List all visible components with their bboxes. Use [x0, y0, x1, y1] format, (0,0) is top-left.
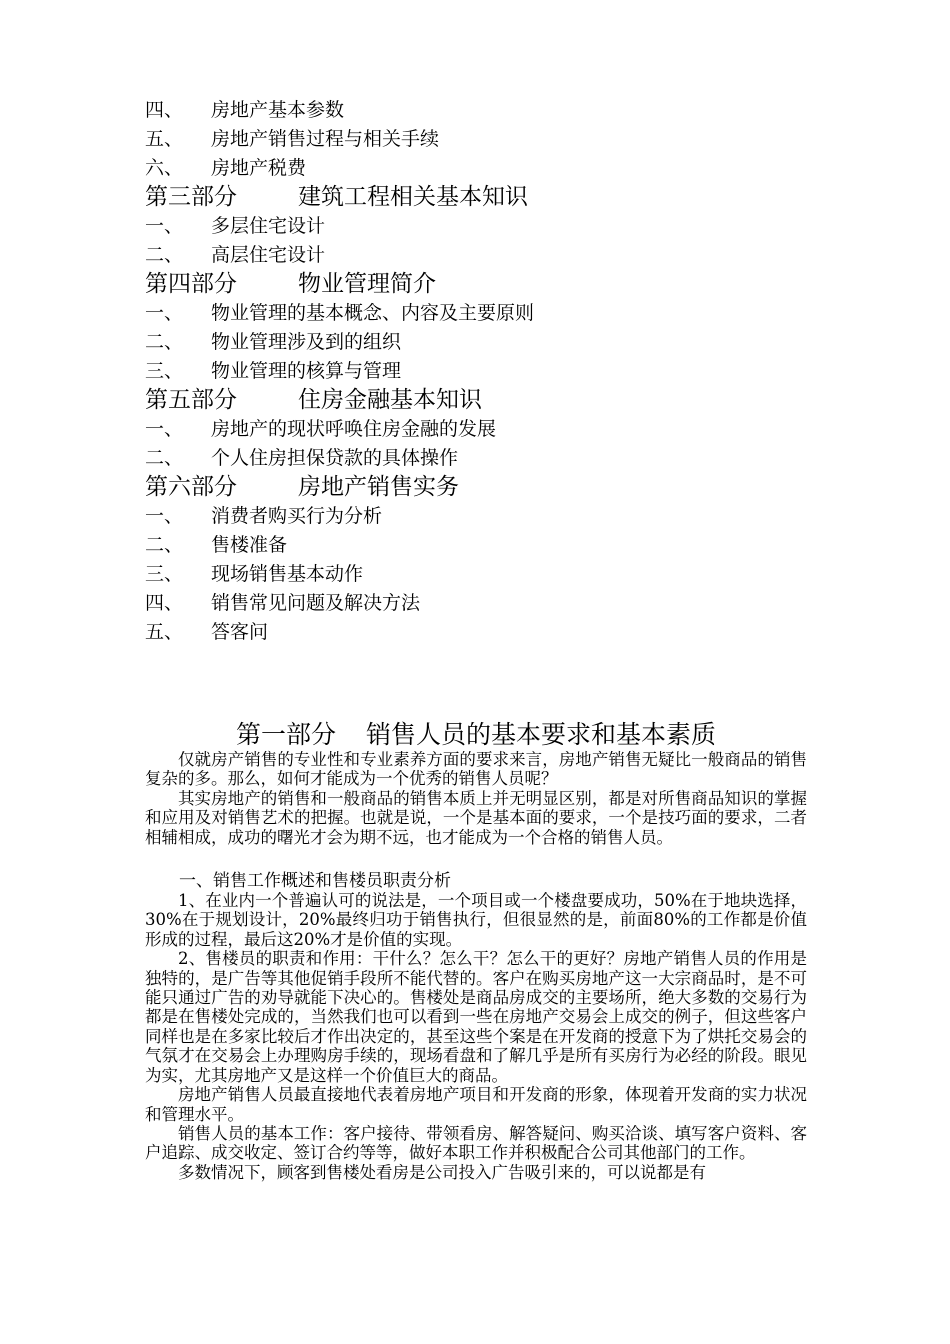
toc-item-text: 房地产基本参数 [211, 99, 345, 121]
toc-item [145, 125, 845, 154]
toc-item-text: 物业管理的基本概念、内容及主要原则 [211, 302, 535, 324]
toc-item [145, 502, 845, 531]
toc-part-title: 建筑工程相关基本知识 [298, 184, 528, 210]
toc-part-number: 第五部分 [145, 387, 237, 413]
toc-part-title: 物业管理简介 [298, 271, 436, 297]
section-title [145, 720, 807, 750]
toc-item-number: 二、 [145, 244, 184, 266]
body-paragraph: 多数情况下，顾客到售楼处看房是公司投入广告吸引来的，可以说都是有 [178, 1162, 706, 1182]
intro-paragraph: 仅就房产销售的专业性和专业素养方面的要求来言，房地产销售无疑比一般商品的销售复杂的多。那么，如何才能成为一个优秀的销售人员呢？ [145, 750, 807, 789]
toc-item [145, 589, 845, 618]
toc-item [145, 415, 845, 444]
toc-item-text: 房地产税费 [211, 157, 307, 179]
toc-item-number: 六、 [145, 157, 184, 179]
toc-item-text: 高层住宅设计 [211, 244, 326, 266]
toc-item [145, 531, 845, 560]
toc-item-text: 消费者购买行为分析 [211, 505, 383, 527]
toc-part-number: 第六部分 [145, 474, 237, 500]
body-paragraph: 1、在业内一个普遍认可的说法是，一个项目或一个楼盘要成功，50%在于地块选择，30%在于规划设计，20%最终归功于销售执行，但很显然的是，前面80%的工作都是价值形成的过程，最后这20%才是价值的实现。 [145, 891, 807, 949]
table-of-contents [145, 96, 845, 647]
toc-item-number: 二、 [145, 534, 184, 556]
toc-item-text: 物业管理涉及到的组织 [211, 331, 402, 353]
toc-item-text: 现场销售基本动作 [211, 563, 364, 585]
toc-item-text: 个人住房担保贷款的具体操作 [211, 447, 459, 469]
toc-item-text: 答客问 [211, 621, 269, 643]
toc-item [145, 618, 845, 647]
toc-part-heading [145, 183, 845, 212]
toc-item [145, 357, 845, 386]
toc-item-number: 四、 [145, 592, 184, 614]
subsection-heading: 一、销售工作概述和售楼员职责分析 [179, 871, 451, 892]
toc-item [145, 241, 845, 270]
section-title-number: 第一部分 [235, 720, 336, 749]
toc-item-number: 二、 [145, 447, 184, 469]
toc-item-number: 四、 [145, 99, 184, 121]
toc-item-text: 售楼准备 [211, 534, 288, 556]
section-part-one [145, 720, 807, 1182]
toc-item-text: 物业管理的核算与管理 [211, 360, 402, 382]
toc-part-heading [145, 473, 845, 502]
toc-item-number: 一、 [145, 302, 184, 324]
body-paragraph: 销售人员的基本工作：客户接待、带领看房、解答疑问、购买洽谈、填写客户资料、客户追踪、成交收定、签订合约等等，做好本职工作并积极配合公司其他部门的工作。 [145, 1123, 807, 1163]
toc-item [145, 212, 845, 241]
section-title-text: 销售人员的基本要求和基本素质 [366, 720, 717, 749]
intro-paragraph: 其实房地产的销售和一般商品的销售本质上并无明显区别，都是对所售商品知识的掌握和应用及对销售艺术的把握。也就是说，一个是基本面的要求，一个是技巧面的要求，二者相辅相成，成功的曙光才会为期不远，也才能成为一个合格的销售人员。 [145, 788, 807, 847]
toc-item-number: 五、 [145, 128, 184, 150]
toc-item-number: 二、 [145, 331, 184, 353]
toc-item [145, 444, 845, 473]
toc-item [145, 154, 845, 183]
body-paragraph: 2、售楼员的职责和作用：干什么？怎么干？怎么干的更好？房地产销售人员的作用是独特的，是广告等其他促销手段所不能代替的。客户在购买房地产这一大宗商品时，是不可能只通过广告的劝导就能下决心的。售楼处是商品房成交的主要场所，绝大多数的交易行为都是在售楼处完成的，当然我们也可以看到一些在房地产交易会上成交的例子，但这些客户同样也是在多家比较后才作出决定的，甚至这些个案是在开发商的授意下为了烘托交易会的气氛才在交易会上办理购房手续的，现场看盘和了解几乎是所有买房行为必经的阶段。眼见为实，尤其房地产又是这样一个价值巨大的商品。 [145, 949, 807, 1085]
toc-part-title: 住房金融基本知识 [298, 387, 482, 413]
toc-item-number: 五、 [145, 621, 184, 643]
toc-item-number: 三、 [145, 563, 184, 585]
toc-item [145, 560, 845, 589]
toc-item-text: 房地产的现状呼唤住房金融的发展 [211, 418, 497, 440]
toc-item-number: 一、 [145, 505, 184, 527]
toc-part-heading [145, 386, 845, 415]
toc-item-number: 一、 [145, 215, 184, 237]
toc-item-number: 一、 [145, 418, 184, 440]
toc-item-text: 房地产销售过程与相关手续 [211, 128, 440, 150]
toc-item [145, 299, 845, 328]
toc-item-text: 多层住宅设计 [211, 215, 326, 237]
toc-part-number: 第三部分 [145, 184, 237, 210]
toc-item-number: 三、 [145, 360, 184, 382]
toc-item-text: 销售常见问题及解决方法 [211, 592, 421, 614]
body-paragraph: 房地产销售人员最直接地代表着房地产项目和开发商的形象，体现着开发商的实力状况和管理水平。 [145, 1085, 807, 1124]
toc-item [145, 96, 845, 125]
toc-part-number: 第四部分 [145, 271, 237, 297]
toc-part-heading [145, 270, 845, 299]
toc-part-title: 房地产销售实务 [298, 474, 459, 500]
toc-item [145, 328, 845, 357]
